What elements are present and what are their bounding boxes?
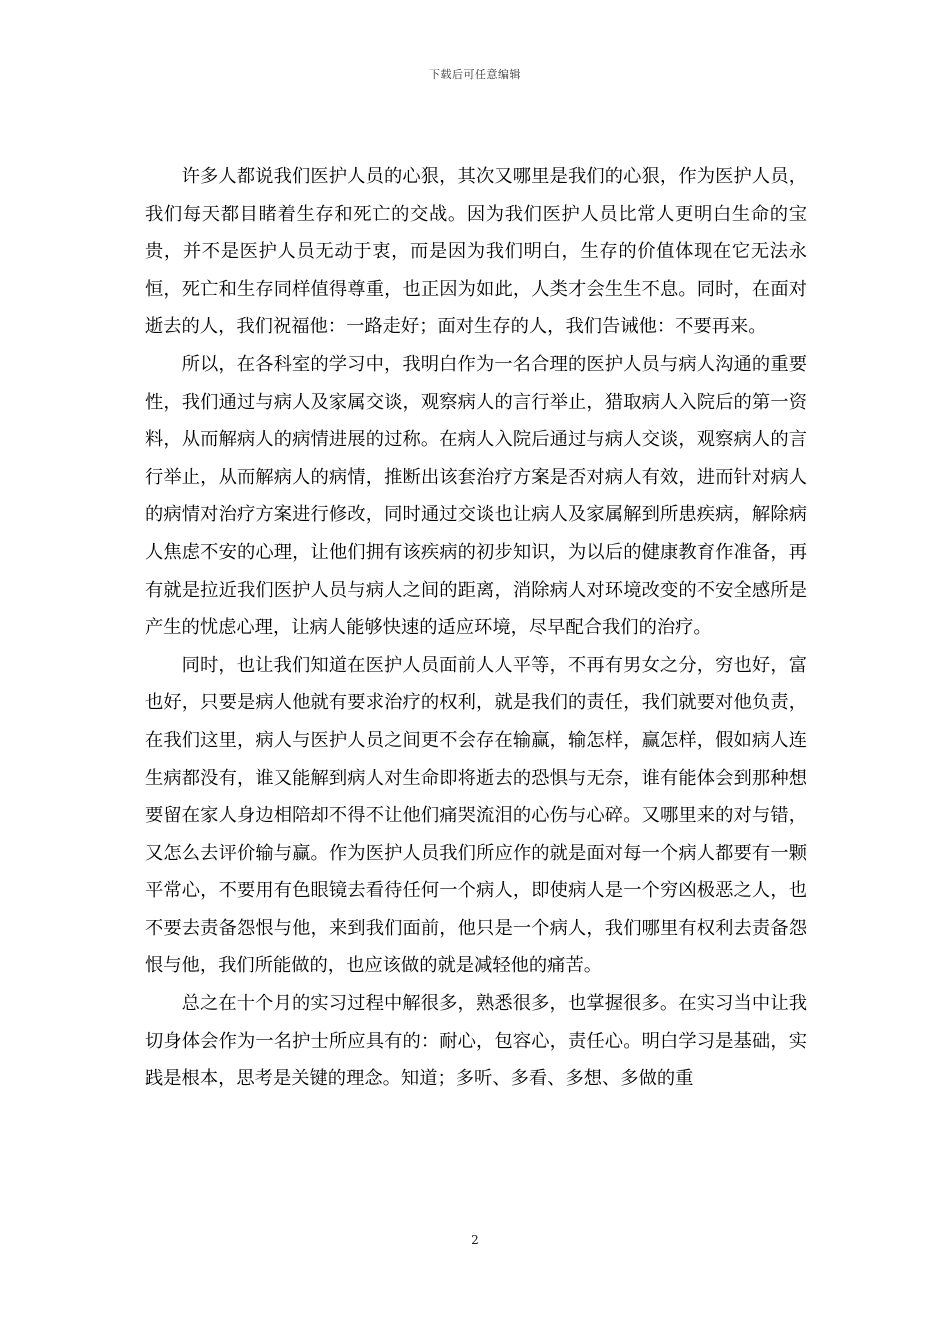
- paragraph-3: 同时，也让我们知道在医护人员面前人人平等，不再有男女之分，穷也好，富也好，只要是病人他就有要求治疗的权利，就是我们的责任，我们就要对他负责，在我们这里，病人与医护人员之间更不会存在输赢，输怎样，赢怎样，假如病人连生病都没有，谁又能解到病人对生命即将逝去的恐惧与无奈，谁有能体会到那种想要留在家人身边相陪却不得不让他们痛哭流泪的心伤与心碎。又哪里来的对与错，又怎么去评价输与赢。作为医护人员我们所应作的就是面对每一个病人都要有一颗平常心，不要用有色眼镜去看待任何一个病人，即使病人是一个穷凶极恶之人，也不要去责备怨恨与他，来到我们面前，他只是一个病人，我们哪里有权利去责备怨恨与他，我们所能做的，也应该做的就是减轻他的痛苦。: [145, 654, 807, 977]
- paragraph-4: 总之在十个月的实习过程中解很多，熟悉很多，也掌握很多。在实习当中让我切身体会作为一名护士所应具有的：耐心，包容心，责任心。明白学习是基础，实践是根本，思考是关键的理念。知道；多听、多看、多想、多做的重: [145, 993, 807, 1090]
- page-number: 2: [471, 1233, 479, 1247]
- page-header: 下载后可任意编辑: [429, 68, 521, 81]
- paragraph-1: 许多人都说我们医护人员的心狠，其次又哪里是我们的心狠，作为医护人员，我们每天都目睹着生存和死亡的交战。因为我们医护人员比常人更明白生命的宝贵，并不是医护人员无动于衷，而是因为我们明白，生存的价值体现在它无法永恒，死亡和生存同样值得尊重，也正因为如此，人类才会生生不息。同时，在面对逝去的人，我们祝福他：一路走好；面对生存的人，我们告诫他：不要再来。: [145, 166, 807, 338]
- document-body: [145, 158, 807, 1098]
- paragraph-2: 所以，在各科室的学习中，我明白作为一名合理的医护人员与病人沟通的重要性，我们通过与病人及家属交谈，观察病人的言行举止，猎取病人入院后的第一资料，从而解病人的病情进展的过称。在病人入院后通过与病人交谈，观察病人的言行举止，从而解病人的病情，推断出该套治疗方案是否对病人有效，进而针对病人的病情对治疗方案进行修改，同时通过交谈也让病人及家属解到所患疾病，解除病人焦虑不安的心理，让他们拥有该疾病的初步知识，为以后的健康教育作准备，再有就是拉近我们医护人员与病人之间的距离，消除病人对环境改变的不安全感所是产生的忧虑心理，让病人能够快速的适应环境，尽早配合我们的治疗。: [145, 353, 807, 639]
